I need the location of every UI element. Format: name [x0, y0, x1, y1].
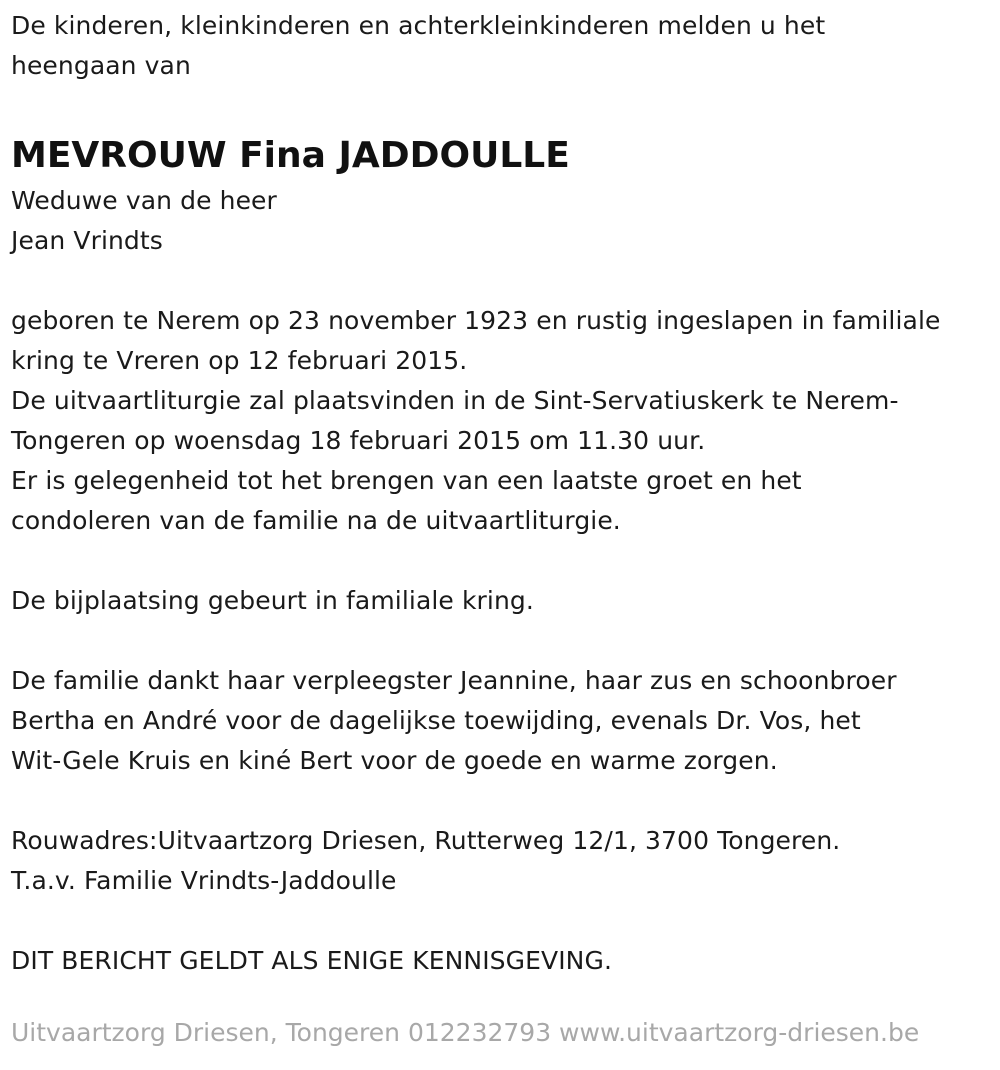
details-line-1: geboren te Nerem op 23 november 1923 en rustig ingeslapen in familiale — [11, 306, 941, 335]
death-notice — [11, 6, 996, 981]
intro-line-1: De kinderen, kleinkinderen en achterkleinkinderen melden u het — [11, 11, 826, 40]
details-line-2: kring te Vreren op 12 februari 2015. — [11, 346, 468, 375]
details-line-5: Er is gelegenheid tot het brengen van een laatste groet en het — [11, 466, 802, 495]
widow-line-1: Weduwe van de heer — [11, 186, 277, 215]
thanks-line-2: Bertha en André voor de dagelijkse toewijding, evenals Dr. Vos, het — [11, 706, 861, 735]
funeral-home-footer: Uitvaartzorg Driesen, Tongeren 012232793 www.uitvaartzorg-driesen.be — [11, 1018, 920, 1047]
thanks-line-1: De familie dankt haar verpleegster Jeannine, haar zus en schoonbroer — [11, 666, 897, 695]
details-line-3: De uitvaartliturgie zal plaatsvinden in de Sint-Servatiuskerk te Nerem- — [11, 386, 899, 415]
widow-line-2: Jean Vrindts — [11, 226, 163, 255]
intro-line-2: heengaan van — [11, 51, 191, 80]
address-line-2: T.a.v. Familie Vrindts-Jaddoulle — [11, 866, 397, 895]
deceased-name: MEVROUW Fina JADDOULLE — [11, 135, 570, 176]
details-line-6: condoleren van de familie na de uitvaartliturgie. — [11, 506, 621, 535]
official-notice: DIT BERICHT GELDT ALS ENIGE KENNISGEVING. — [11, 946, 612, 975]
address-line-1: Rouwadres:Uitvaartzorg Driesen, Rutterweg 12/1, 3700 Tongeren. — [11, 826, 841, 855]
burial-line: De bijplaatsing gebeurt in familiale kring. — [11, 586, 534, 615]
thanks-line-3: Wit-Gele Kruis en kiné Bert voor de goede en warme zorgen. — [11, 746, 778, 775]
details-line-4: Tongeren op woensdag 18 februari 2015 om 11.30 uur. — [11, 426, 706, 455]
